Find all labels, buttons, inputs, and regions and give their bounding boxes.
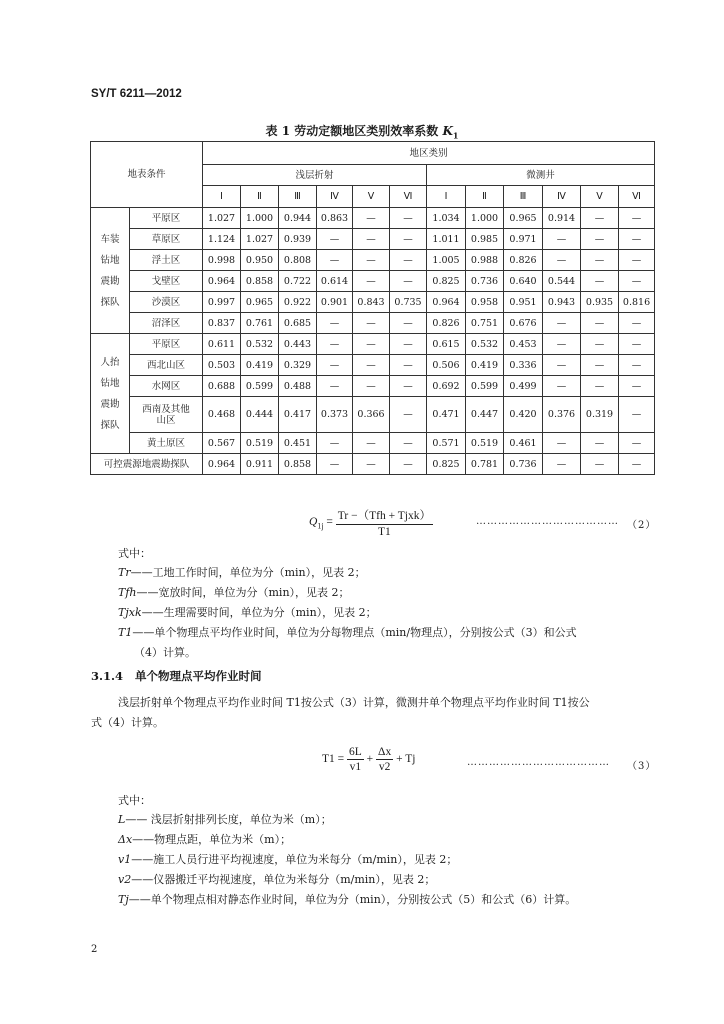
symbol: v1 [118, 853, 132, 866]
coefficient-cell: — [317, 334, 353, 355]
formula-2-number: （2） [627, 520, 657, 531]
coefficient-cell: 0.506 [427, 355, 466, 376]
coefficient-cell: 0.443 [279, 334, 317, 355]
symbol: Tjxk [118, 606, 142, 619]
terrain-label: 西北山区 [130, 355, 203, 376]
coefficient-cell: 0.858 [279, 454, 317, 475]
coefficient-cell: — [619, 454, 655, 475]
coefficient-cell: — [581, 271, 619, 292]
coefficient-cell: 0.971 [504, 229, 543, 250]
coefficient-cell: 0.599 [241, 376, 279, 397]
coefficient-cell: — [390, 355, 427, 376]
class-header-cell: Ⅰ [427, 186, 466, 208]
coefficient-cell: — [619, 229, 655, 250]
table-row [91, 397, 655, 433]
table-row [91, 313, 655, 334]
coefficient-cell: 0.376 [543, 397, 581, 433]
coefficient-cell: — [543, 229, 581, 250]
where-label-2: 式中： [118, 794, 151, 807]
where-label: 式中： [118, 547, 151, 560]
coefficient-cell: — [581, 433, 619, 454]
where-item [118, 811, 332, 829]
coefficient-cell: — [619, 208, 655, 229]
coefficient-cell: 0.943 [543, 292, 581, 313]
coefficient-cell: 0.935 [581, 292, 619, 313]
coefficient-cell: 0.688 [203, 376, 241, 397]
coefficient-cell: 0.503 [203, 355, 241, 376]
coefficient-cell: 0.736 [466, 271, 504, 292]
coefficient-cell: 0.571 [427, 433, 466, 454]
coefficient-cell: 0.451 [279, 433, 317, 454]
definition: ——物理点距，单位为米（m）； [132, 833, 292, 846]
terrain-label: 西南及其他 山区 [130, 397, 203, 433]
coefficient-cell: — [353, 376, 390, 397]
coefficient-cell: 0.922 [279, 292, 317, 313]
terrain-label: 平原区 [130, 334, 203, 355]
coefficient-cell: — [353, 313, 390, 334]
coefficient-cell: 0.722 [279, 271, 317, 292]
coefficient-cell: 0.444 [241, 397, 279, 433]
coefficient-cell: — [581, 229, 619, 250]
coefficient-cell: — [543, 454, 581, 475]
coefficient-cell: 0.461 [504, 433, 543, 454]
where-item [118, 564, 366, 582]
definition: ——仪器搬迁平均视速度，单位为米每分（m/min），见表 2； [131, 873, 436, 886]
coefficient-cell: 0.640 [504, 271, 543, 292]
coefficient-cell: 0.965 [241, 292, 279, 313]
class-header-cell: Ⅳ [317, 186, 353, 208]
class-header-cell: Ⅲ [504, 186, 543, 208]
table-row [91, 229, 655, 250]
coefficient-cell: — [390, 376, 427, 397]
coefficient-cell: 1.034 [427, 208, 466, 229]
coefficient-cell: — [317, 454, 353, 475]
coefficient-cell: 1.027 [203, 208, 241, 229]
coefficient-cell: 1.011 [427, 229, 466, 250]
table-row [91, 454, 655, 475]
symbol: T1 [118, 626, 133, 639]
coefficient-cell: — [543, 355, 581, 376]
coefficient-cell: 0.951 [504, 292, 543, 313]
coefficient-cell: — [390, 313, 427, 334]
class-header-cell: Ⅳ [543, 186, 581, 208]
coefficient-cell: 0.519 [466, 433, 504, 454]
coefficient-cell: 0.336 [504, 355, 543, 376]
coefficient-cell: — [353, 208, 390, 229]
coefficient-cell: 0.614 [317, 271, 353, 292]
definition: ——工地工作时间，单位为分（min），见表 2； [130, 566, 366, 579]
coefficient-cell: 0.468 [203, 397, 241, 433]
coefficient-cell: 0.816 [619, 292, 655, 313]
coefficient-cell: 0.676 [504, 313, 543, 334]
coefficient-cell: 0.944 [279, 208, 317, 229]
coefficient-cell: 0.998 [203, 250, 241, 271]
coefficient-cell: 0.914 [543, 208, 581, 229]
coefficient-cell: 0.329 [279, 355, 317, 376]
coefficient-cell: — [390, 208, 427, 229]
definition: ——单个物理点平均作业时间，单位为分每物理点（min/物理点），分别按公式（3）和公式 [132, 626, 577, 639]
coefficient-cell: — [317, 433, 353, 454]
coefficient-cell: 0.958 [466, 292, 504, 313]
class-header-cell: Ⅲ [279, 186, 317, 208]
class-header-cell: Ⅵ [619, 186, 655, 208]
coefficient-cell: — [353, 433, 390, 454]
coefficient-cell: 0.761 [241, 313, 279, 334]
coefficient-cell: 0.447 [466, 397, 504, 433]
class-header-cell: Ⅱ [466, 186, 504, 208]
where-item [118, 624, 577, 642]
coefficient-cell: 0.826 [427, 313, 466, 334]
coefficient-cell: 0.453 [504, 334, 543, 355]
coefficient-cell: 1.000 [241, 208, 279, 229]
coefficient-cell: — [543, 313, 581, 334]
coefficient-cell: — [581, 334, 619, 355]
coefficient-cell: — [619, 250, 655, 271]
coefficient-cell: — [317, 250, 353, 271]
definition: ——宽放时间，单位为分（min），见表 2； [136, 586, 350, 599]
formula-2-leader: ………………………………… [476, 516, 619, 527]
formula-2-fraction: $\frac{\text{Tr −（Tfh + Tjxk）}}{T1}$ [336, 507, 433, 538]
coefficient-cell: — [353, 454, 390, 475]
group-micro-logging: 微测井 [427, 165, 655, 186]
coefficient-cell: — [581, 355, 619, 376]
class-header-cell: Ⅴ [581, 186, 619, 208]
coefficient-cell: — [390, 250, 427, 271]
terrain-label: 黄土原区 [130, 433, 203, 454]
coefficient-cell: 0.950 [241, 250, 279, 271]
coefficient-cell: — [543, 250, 581, 271]
coefficient-cell: 0.911 [241, 454, 279, 475]
terrain-label: 水网区 [130, 376, 203, 397]
coefficient-cell: — [353, 250, 390, 271]
coefficient-cell: 0.532 [466, 334, 504, 355]
coefficient-cell: — [581, 454, 619, 475]
coefficient-cell: — [581, 313, 619, 334]
definition: ——生理需要时间，单位为分（min），见表 2； [141, 606, 377, 619]
definition: ——单个物理点相对静态作业时间，单位为分（min），分别按公式（5）和公式（6）计算。 [128, 893, 577, 906]
group-shallow-refraction: 浅层折射 [203, 165, 427, 186]
coefficient-cell: — [353, 355, 390, 376]
coefficient-cell: 0.611 [203, 334, 241, 355]
definition: ——施工人员行进平均视速度，单位为米每分（m/min），见表 2； [131, 853, 458, 866]
table-row [91, 271, 655, 292]
coefficient-cell: 0.420 [504, 397, 543, 433]
formula-3-number: （3） [627, 761, 657, 772]
symbol: L [118, 813, 126, 826]
definition: （4）计算。 [134, 646, 196, 659]
coefficient-cell: — [390, 397, 427, 433]
team-label: 可控震源地震勘探队 [91, 454, 203, 475]
coefficient-cell: 0.808 [279, 250, 317, 271]
coefficient-cell: 0.964 [203, 271, 241, 292]
coefficient-cell: 0.419 [466, 355, 504, 376]
where-item [134, 644, 196, 662]
formula-2: $Q_{1j}$ = $\frac{\text{Tr −（Tfh + Tjxk）}}{T1}$ [309, 507, 433, 538]
coefficient-cell: 0.499 [504, 376, 543, 397]
efficiency-coefficient-table [90, 141, 655, 475]
coefficient-cell: 0.826 [504, 250, 543, 271]
coefficient-cell: 0.964 [203, 454, 241, 475]
coefficient-cell: 0.964 [427, 292, 466, 313]
team-group-label: 人抬 钻地 震勘 探队 [91, 334, 130, 454]
table-row [91, 292, 655, 313]
coefficient-cell: — [317, 355, 353, 376]
table-row [91, 355, 655, 376]
coefficient-cell: 0.373 [317, 397, 353, 433]
coefficient-cell: 0.997 [203, 292, 241, 313]
coefficient-cell: — [390, 229, 427, 250]
coefficient-cell: — [353, 334, 390, 355]
section-heading: 3.1.4 单个物理点平均作业时间 [91, 669, 262, 683]
coefficient-cell: 1.000 [466, 208, 504, 229]
coefficient-cell: — [390, 334, 427, 355]
formula-3: T1 = $\frac{6L}{v1}$ + $\frac{\Delta x}{v2}$ + Tj [322, 746, 416, 773]
table-row [91, 433, 655, 454]
coefficient-cell: 0.939 [279, 229, 317, 250]
coefficient-cell: — [619, 376, 655, 397]
table-row [91, 334, 655, 355]
coefficient-cell: 0.988 [466, 250, 504, 271]
coefficient-cell: — [619, 334, 655, 355]
where-item [118, 831, 291, 849]
coefficient-cell: — [317, 376, 353, 397]
coefficient-cell: 1.005 [427, 250, 466, 271]
coefficient-cell: — [619, 397, 655, 433]
coefficient-cell: — [317, 229, 353, 250]
coefficient-cell: — [619, 433, 655, 454]
coefficient-cell: — [543, 433, 581, 454]
corner-label: 地表条件 [91, 142, 203, 208]
coefficient-cell: — [390, 454, 427, 475]
coefficient-cell: 0.837 [203, 313, 241, 334]
coefficient-cell: 0.825 [427, 454, 466, 475]
where-item [118, 851, 457, 869]
coefficient-cell: 0.599 [466, 376, 504, 397]
coefficient-cell: 0.692 [427, 376, 466, 397]
symbol: Tr [118, 566, 131, 579]
table-row [91, 208, 655, 229]
terrain-label: 沼泽区 [130, 313, 203, 334]
coefficient-cell: 0.419 [241, 355, 279, 376]
table-title: 表 1 劳动定额地区类别效率系数 $K_1$ [265, 124, 459, 141]
coefficient-cell: 0.319 [581, 397, 619, 433]
symbol: Δx [118, 833, 133, 846]
coefficient-cell: — [390, 271, 427, 292]
coefficient-cell: 0.471 [427, 397, 466, 433]
where-item [118, 584, 350, 602]
class-header-cell: Ⅰ [203, 186, 241, 208]
coefficient-cell: — [317, 313, 353, 334]
coefficient-cell: 0.843 [353, 292, 390, 313]
coefficient-cell: 1.027 [241, 229, 279, 250]
coefficient-cell: 0.532 [241, 334, 279, 355]
page-number: 2 [91, 944, 98, 955]
coefficient-cell: 0.965 [504, 208, 543, 229]
terrain-label: 平原区 [130, 208, 203, 229]
coefficient-cell: 0.781 [466, 454, 504, 475]
coefficient-cell: 0.858 [241, 271, 279, 292]
coefficient-cell: 0.417 [279, 397, 317, 433]
where-item [118, 604, 377, 622]
coefficient-cell: 0.735 [390, 292, 427, 313]
definition: —— 浅层折射排列长度，单位为米（m）； [125, 813, 332, 826]
formula-3-leader: ………………………………… [467, 757, 610, 768]
terrain-label: 戈壁区 [130, 271, 203, 292]
where-item [118, 891, 576, 909]
paragraph-line-2: 式（4）计算。 [91, 716, 164, 729]
coefficient-cell: 0.544 [543, 271, 581, 292]
coefficient-cell: — [353, 271, 390, 292]
coefficient-cell: — [390, 433, 427, 454]
table-row [91, 376, 655, 397]
class-header-cell: Ⅵ [390, 186, 427, 208]
coefficient-cell: — [581, 208, 619, 229]
symbol: v2 [118, 873, 132, 886]
terrain-label: 沙漠区 [130, 292, 203, 313]
class-header-cell: Ⅴ [353, 186, 390, 208]
coefficient-cell: 0.615 [427, 334, 466, 355]
coefficient-cell: 0.567 [203, 433, 241, 454]
coefficient-cell: 0.985 [466, 229, 504, 250]
coefficient-cell: — [581, 376, 619, 397]
coefficient-cell: 0.736 [504, 454, 543, 475]
terrain-label: 浮土区 [130, 250, 203, 271]
document-code: SY/T 6211—2012 [91, 88, 182, 100]
table-row [91, 250, 655, 271]
symbol: Tj [118, 893, 129, 906]
coefficient-cell: 0.863 [317, 208, 353, 229]
coefficient-cell: 0.901 [317, 292, 353, 313]
team-group-label: 车装 钻地 震勘 探队 [91, 208, 130, 334]
coefficient-cell: 0.751 [466, 313, 504, 334]
coefficient-cell: — [619, 271, 655, 292]
where-item [118, 871, 435, 889]
coefficient-cell: 0.366 [353, 397, 390, 433]
paragraph-line-1: 浅层折射单个物理点平均作业时间 T1按公式（3）计算，微测井单个物理点平均作业时间 T1按公 [118, 696, 590, 709]
coefficient-cell: — [619, 313, 655, 334]
region-header: 地区类别 [203, 142, 655, 165]
symbol: Tfh [118, 586, 137, 599]
coefficient-cell: — [353, 229, 390, 250]
coefficient-cell: — [581, 250, 619, 271]
coefficient-cell: — [543, 334, 581, 355]
coefficient-cell: 0.685 [279, 313, 317, 334]
class-header-cell: Ⅱ [241, 186, 279, 208]
coefficient-cell: — [543, 376, 581, 397]
coefficient-cell: 0.825 [427, 271, 466, 292]
coefficient-cell: 0.488 [279, 376, 317, 397]
terrain-label: 草原区 [130, 229, 203, 250]
coefficient-cell: — [619, 355, 655, 376]
coefficient-cell: 0.519 [241, 433, 279, 454]
coefficient-cell: 1.124 [203, 229, 241, 250]
